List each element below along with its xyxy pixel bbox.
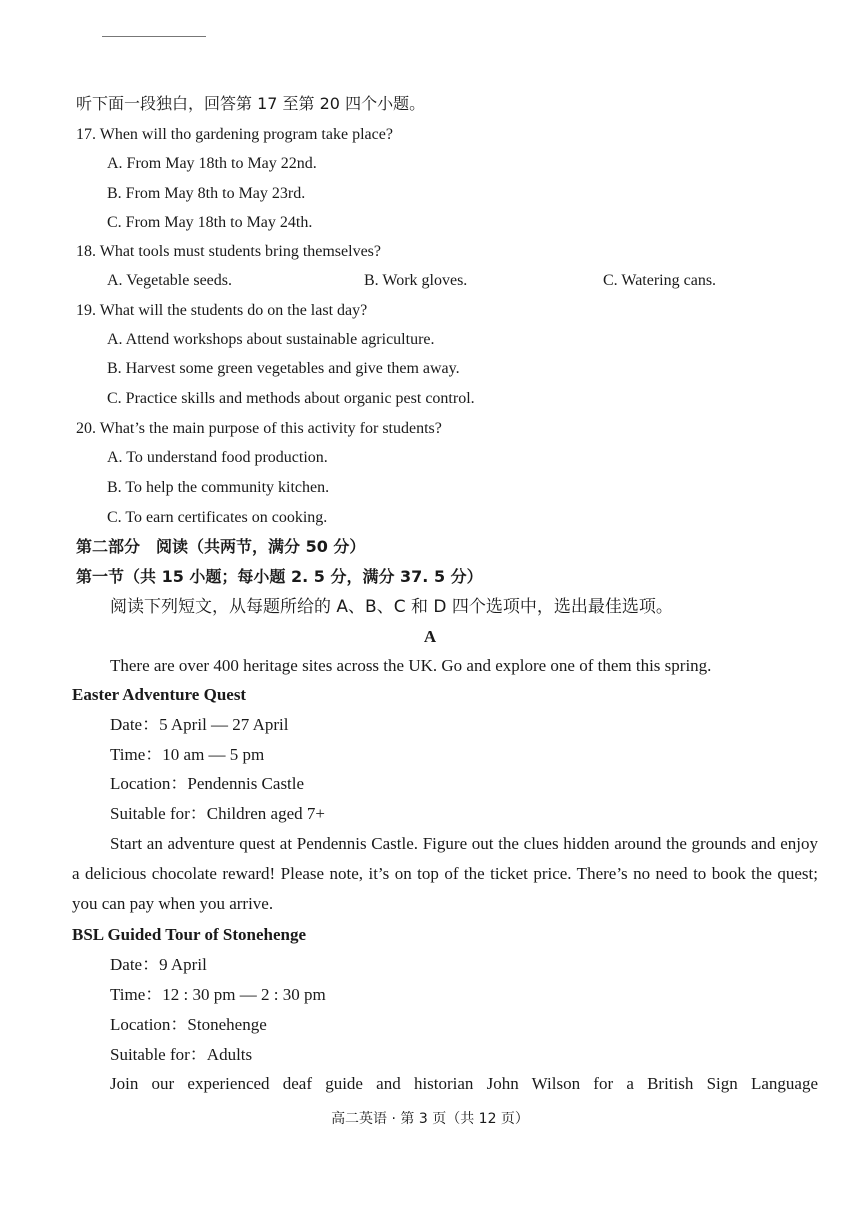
question-19-option-b: B. Harvest some green vegetables and give them away. bbox=[107, 360, 460, 377]
question-20-option-b: B. To help the community kitchen. bbox=[107, 479, 330, 496]
event-2-location: Location：Stonehenge bbox=[110, 1015, 267, 1034]
event-1-description: Start an adventure quest at Pendennis Castle. Figure out the clues hidden around the grounds and enjoy a delicious chocolate reward! Please note, it’s on top of the ticket price. There’s no need to book the quest; you can pay when you arrive. bbox=[72, 834, 818, 913]
page-footer: 高二英语 · 第 3 页（共 12 页） bbox=[331, 1111, 529, 1127]
event-1-time: Time：10 am — 5 pm bbox=[110, 745, 265, 764]
listening-intro: 听下面一段独白，回答第 17 至第 20 四个小题。 bbox=[76, 94, 426, 113]
question-19-option-c: C. Practice skills and methods about organic pest control. bbox=[107, 390, 475, 407]
passage-intro: There are over 400 heritage sites across the UK. Go and explore one of them this spring. bbox=[110, 656, 712, 675]
question-19-option-a: A. Attend workshops about sustainable agriculture. bbox=[107, 331, 435, 348]
question-18-option-a: A. Vegetable seeds. bbox=[107, 272, 232, 289]
question-17-option-c: C. From May 18th to May 24th. bbox=[107, 214, 313, 231]
event-2-title: BSL Guided Tour of Stonehenge bbox=[72, 925, 306, 944]
reading-instruction: 阅读下列短文，从每题所给的 A、B、C 和 D 四个选项中，选出最佳选项。 bbox=[110, 597, 673, 617]
event-2-suitable: Suitable for：Adults bbox=[110, 1045, 253, 1064]
event-2-time: Time：12 : 30 pm — 2 : 30 pm bbox=[110, 985, 326, 1004]
question-18-stem: 18. What tools must students bring themselves? bbox=[76, 243, 382, 260]
reading-part-title: 第二部分 阅读（共两节，满分 50 分） bbox=[76, 537, 366, 556]
question-20-stem: 20. What’s the main purpose of this activity for students? bbox=[76, 420, 442, 437]
top-rule bbox=[102, 36, 206, 37]
question-18-option-c: C. Watering cans. bbox=[603, 272, 717, 289]
reading-section-title: 第一节（共 15 小题；每小题 2. 5 分，满分 37. 5 分） bbox=[76, 567, 483, 586]
question-17-option-b: B. From May 8th to May 23rd. bbox=[107, 185, 306, 202]
question-20-option-a: A. To understand food production. bbox=[107, 449, 328, 466]
question-17-option-a: A. From May 18th to May 22nd. bbox=[107, 155, 317, 172]
event-1-suitable: Suitable for：Children aged 7+ bbox=[110, 804, 325, 823]
question-18-option-b: B. Work gloves. bbox=[364, 272, 468, 289]
question-19-stem: 19. What will the students do on the last day? bbox=[76, 302, 368, 319]
event-2-date: Date：9 April bbox=[110, 955, 207, 974]
passage-label: A bbox=[423, 627, 437, 646]
event-1-location: Location：Pendennis Castle bbox=[110, 774, 305, 793]
event-1-title: Easter Adventure Quest bbox=[72, 685, 247, 704]
event-1-date: Date：5 April — 27 April bbox=[110, 715, 289, 734]
question-17-stem: 17. When will tho gardening program take place? bbox=[76, 126, 393, 143]
event-2-description: Join our experienced deaf guide and historian John Wilson for a British Sign Language bbox=[110, 1074, 818, 1093]
question-20-option-c: C. To earn certificates on cooking. bbox=[107, 509, 328, 526]
